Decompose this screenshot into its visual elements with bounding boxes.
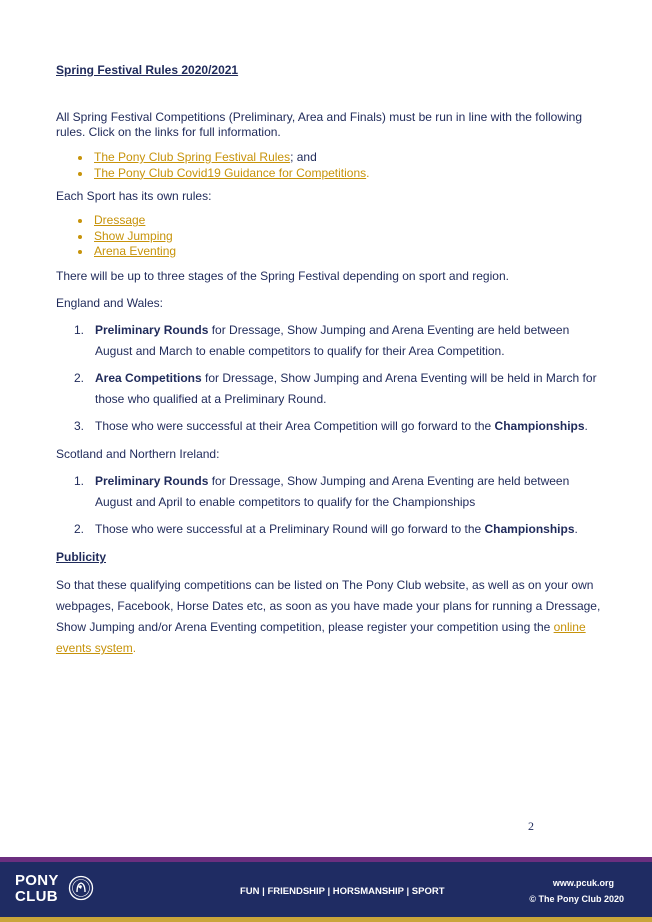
bullet-icon (78, 235, 82, 239)
stages-paragraph: There will be up to three stages of the Spring Festival depending on sport and region. (56, 269, 509, 283)
dressage-link[interactable]: Dressage (94, 213, 146, 227)
website-link[interactable]: www.pcuk.org (552, 878, 614, 888)
list-item (78, 213, 176, 229)
publicity-heading: Publicity (56, 550, 107, 564)
page-number: 2 (528, 819, 534, 833)
list-item (78, 244, 176, 260)
list-item: 3. Those who were successful at their Area Competition will go forward to the Championships. (74, 419, 588, 433)
list-item: 1. Preliminary Rounds for Dressage, Show Jumping and Arena Eventing are held between August and April to enable competitors to qualify for the Championships (74, 474, 570, 509)
list-item: 2. Area Competitions for Dressage, Show Jumping and Arena Eventing will be held in March for those who qualified at a Preliminary Round. (74, 371, 597, 406)
page-title: Spring Festival Rules 2020/2021 (56, 63, 239, 77)
copyright-text: © The Pony Club 2020 (529, 894, 624, 904)
england-wales-heading: England and Wales: (56, 296, 163, 310)
scotland-ni-heading: Scotland and Northern Ireland: (56, 447, 220, 461)
list-item: The Pony Club Covid19 Guidance for Competitions. (78, 166, 370, 182)
bullet-icon (78, 156, 82, 160)
list-item: 1. Preliminary Rounds for Dressage, Show Jumping and Arena Eventing are held between August and March to enable competitors to qualify for their Area Competition. (74, 323, 570, 358)
footer-stripe-gold (0, 917, 652, 922)
online-events-system-link[interactable]: online events system (56, 620, 586, 655)
list-item: The Pony Club Spring Festival Rules; and (78, 150, 370, 166)
bullet-icon (78, 219, 82, 223)
rule-links-list (78, 150, 370, 181)
horseshoe-badge-icon (68, 875, 94, 901)
sport-intro: Each Sport has its own rules: (56, 189, 212, 203)
list-item (78, 229, 176, 245)
covid19-guidance-link[interactable]: The Pony Club Covid19 Guidance for Competitions (94, 165, 367, 180)
bullet-icon (78, 172, 82, 176)
arena-eventing-link[interactable]: Arena Eventing (94, 244, 177, 258)
scotland-ni-list (74, 471, 601, 546)
list-item: 2. Those who were successful at a Preliminary Round will go forward to the Championships. (74, 522, 578, 536)
bullet-icon (78, 250, 82, 254)
footer-tagline: FUN | FRIENDSHIP | HORSMANSHIP | SPORT (240, 886, 445, 897)
footer-bar (0, 862, 652, 917)
show-jumping-link[interactable]: Show Jumping (94, 228, 173, 243)
spring-festival-rules-link[interactable]: The Pony Club Spring Festival Rules (94, 150, 291, 164)
pony-club-logo: PONY CLUB (15, 872, 59, 905)
england-wales-list (74, 320, 601, 443)
publicity-paragraph: So that these qualifying competitions can be listed on The Pony Club website, as well as on your own webpages, Facebook, Horse Dates etc, as soon as you have made your plans for running a Dressage, Show Jumping and/or Arena Eventing competition, please register your competition using the online events system. (56, 578, 601, 655)
intro-paragraph: All Spring Festival Competitions (Preliminary, Area and Finals) must be run in line with the following rules. Click on the links for full information. (56, 110, 583, 139)
sport-links-list (78, 213, 176, 260)
